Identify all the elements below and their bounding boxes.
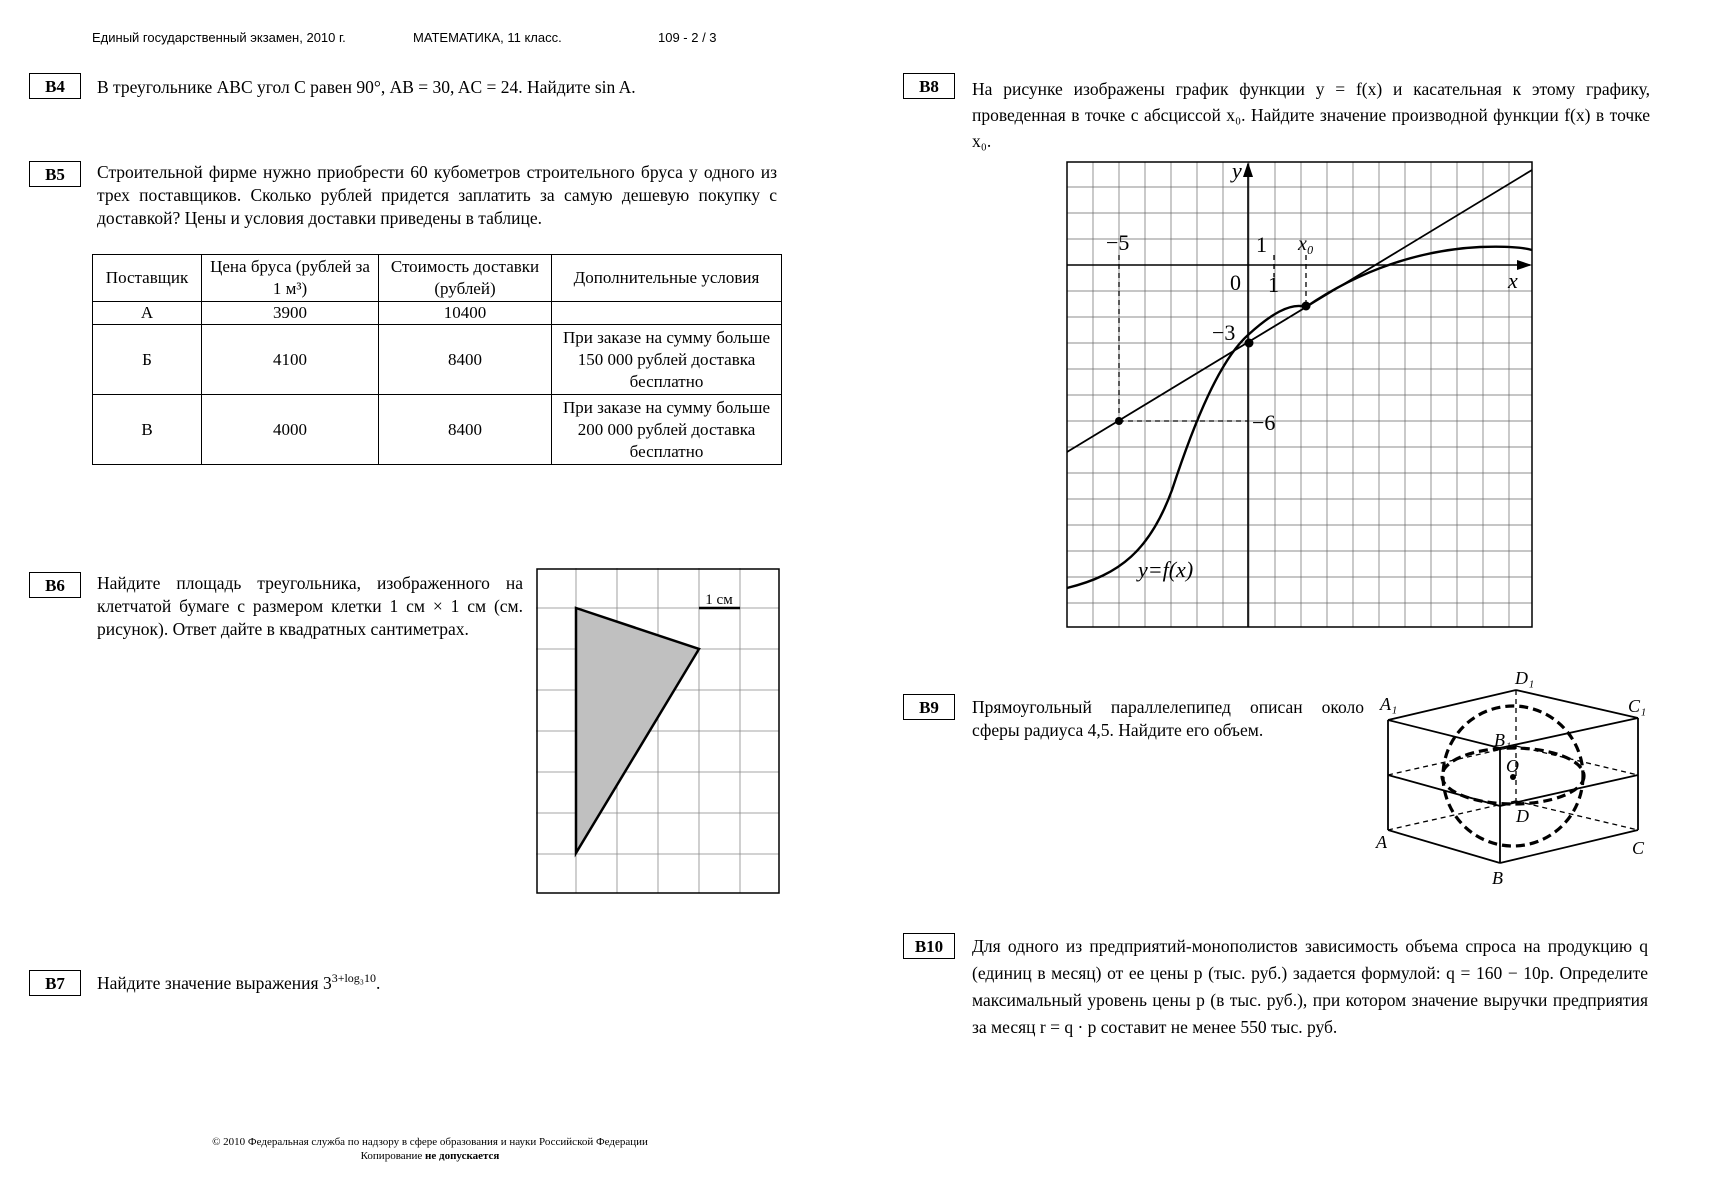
table-header-cell: Поставщик [93, 255, 202, 302]
point-x0 [1302, 302, 1311, 311]
footer-copy-bold: не допускается [425, 1150, 500, 1162]
price-table [92, 254, 782, 465]
task-text-b6: Найдите площадь треугольника, изображенного на клетчатой бумаге с размером клетки 1 см × 1 см (см. рисунок). Ответ дайте в квадратных сантиметрах. [97, 573, 523, 639]
parallelepiped-figure [1370, 668, 1660, 896]
x-axis-arrow-icon [1517, 260, 1532, 270]
exam-title: Единый государственный экзамен, 2010 г. [92, 30, 346, 45]
task-text-b8: На рисунке изображены график функции y = f(x) и касательная к этому графику, проведенная в точке с абсциссой x₀. Найдите значение производной функции f(x) в точке x₀. [972, 79, 1650, 151]
task-label-b5: B5 [29, 161, 81, 187]
center-o: O [1506, 756, 1519, 776]
table-cell: Б [93, 325, 202, 395]
y-axis-arrow-icon [1243, 162, 1253, 177]
table-cell [552, 302, 782, 325]
table-row [93, 395, 782, 465]
point-0-minus3 [1245, 339, 1254, 348]
y-axis-label: y [1232, 158, 1242, 183]
b7-base: 3 [322, 972, 332, 993]
scale-label: 1 см [705, 592, 733, 608]
task-label-b7: B7 [29, 970, 81, 996]
task-label-b8: B8 [903, 73, 955, 99]
b7-prompt: Найдите значение выражения [97, 972, 319, 993]
task-label-b4: B4 [29, 73, 81, 99]
footer-copyright: © 2010 Федеральная служба по надзору в сфере образования и науки Российской Федерации [212, 1136, 648, 1148]
label-minus6: −6 [1252, 410, 1276, 435]
table-cell: 10400 [379, 302, 552, 325]
x-axis-label: x [1508, 268, 1518, 293]
table-cell: 4000 [202, 395, 379, 465]
shaded-triangle [576, 608, 699, 853]
table-header-cell: Цена бруса (рублей за 1 м³) [202, 255, 379, 302]
tangent-line [1067, 170, 1532, 452]
function-graph [1060, 150, 1540, 630]
task-text-b9: Прямоугольный параллелепипед описан около сферы радиуса 4,5. Найдите его объем. [972, 697, 1364, 740]
table-row [93, 302, 782, 325]
triangle-grid-figure [536, 568, 781, 895]
vertex-a: A [1376, 832, 1387, 852]
table-header-row [93, 255, 782, 302]
function-curve [1067, 247, 1532, 588]
vertex-b: B [1492, 868, 1503, 888]
task-label-b10: B10 [903, 933, 955, 959]
task-text-b4: В треугольнике ABC угол C равен 90°, AB = 30, AC = 24. Найдите sin A. [97, 77, 636, 97]
table-cell: При заказе на сумму больше 200 000 рублей доставка бесплатно [552, 395, 782, 465]
label-minus5: −5 [1106, 230, 1130, 255]
footer-copy-prefix: Копирование [360, 1150, 426, 1162]
label-minus3: −3 [1212, 320, 1236, 345]
b7-exponent: 3+log₃10 [331, 971, 376, 985]
table-cell: При заказе на сумму больше 150 000 рублей доставка бесплатно [552, 325, 782, 395]
vertex-a1: A₁ [1380, 694, 1398, 714]
table-header-cell: Дополнительные условия [552, 255, 782, 302]
vertex-d: D [1516, 806, 1529, 826]
table-header-cell: Стоимость доставки (рублей) [379, 255, 552, 302]
page-number: 109 - 2 / 3 [658, 30, 717, 45]
vertex-c: C [1632, 838, 1645, 858]
label-x0: x₀ [1298, 233, 1314, 255]
table-cell: А [93, 302, 202, 325]
table-cell: 8400 [379, 325, 552, 395]
subject-title: МАТЕМАТИКА, 11 класс. [413, 30, 562, 45]
task-label-b9: B9 [903, 694, 955, 720]
task-text-b7 [97, 967, 597, 995]
table-cell: 4100 [202, 325, 379, 395]
table-cell: В [93, 395, 202, 465]
vertex-d1: D₁ [1515, 668, 1535, 688]
vertex-b1: B₁ [1494, 730, 1512, 750]
table-cell: 3900 [202, 302, 379, 325]
table-row [93, 325, 782, 395]
origin-label: 0 [1230, 270, 1241, 295]
y-tick-1: 1 [1256, 232, 1267, 257]
table-cell: 8400 [379, 395, 552, 465]
task-label-b6: B6 [29, 572, 81, 598]
task-text-b10: Для одного из предприятий-монополистов зависимость объема спроса на продукцию q (единиц в месяц) от ее цены p (тыс. руб.) задается формулой: q = 160 − 10p. Определите максимальный уровень цены p (в тыс. руб.), при котором значение выручки предприятия за месяц r = q · p составит не менее 550 тыс. руб. [972, 936, 1648, 1037]
function-label: y=f(x) [1138, 557, 1194, 582]
b7-end: . [375, 972, 381, 993]
x-tick-1: 1 [1268, 272, 1279, 297]
task-text-b5: Строительной фирме нужно приобрести 60 кубометров строительного бруса у одного из трех поставщиков. Сколько рублей придется заплатить за самую дешевую покупку с доставкой? Цены и условия доставки приведены в таблице. [97, 162, 777, 228]
footer-copy-notice [150, 1150, 710, 1162]
vertex-c1: C₁ [1628, 696, 1647, 716]
point-minus5-minus6 [1115, 417, 1123, 425]
